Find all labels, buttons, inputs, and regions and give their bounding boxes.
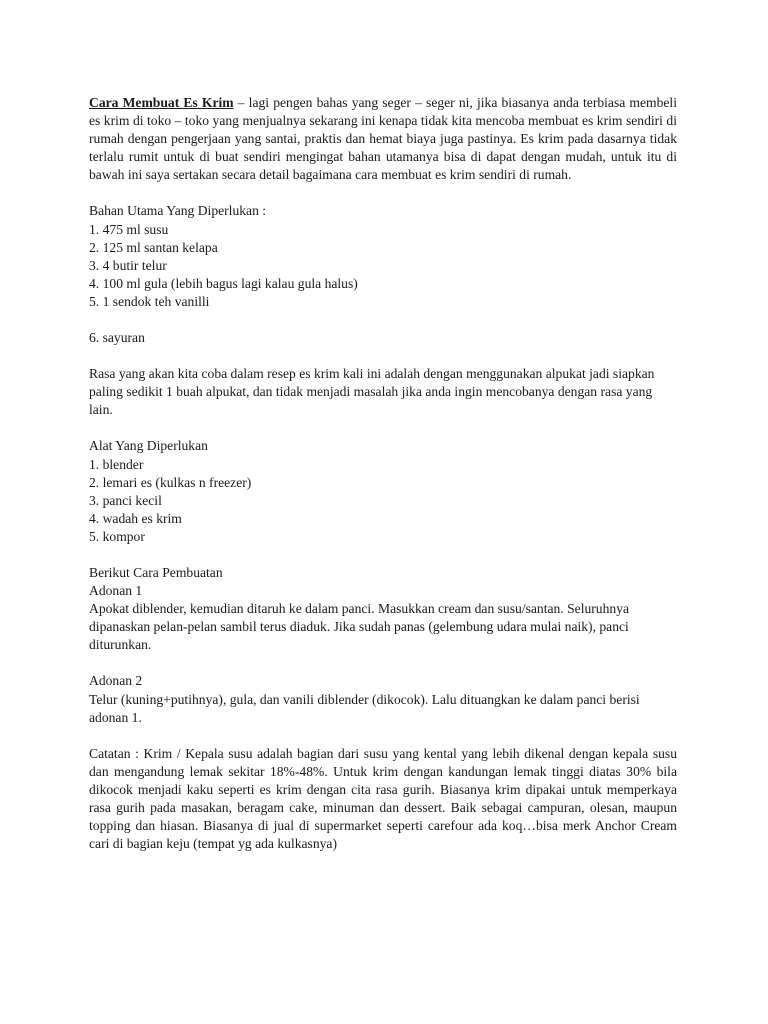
spacer [89, 546, 677, 564]
catatan-paragraph: Catatan : Krim / Kepala susu adalah bagian dari susu yang kental yang lebih dikenal dengan kepala susu dan mengandung lemak sekitar 18%-48%. Untuk krim dengan kandungan lemak tinggi diatas 30% bila dikocok menjadi kaku seperti es krim dengan cita rasa gurih. Biasanya krim dipakai untuk memperkaya rasa gurih pada masakan, beragam cake, minuman dan dessert. Baik sebagai campuran, olesan, maupun topping dan hiasan. Biasanya di jual di supermarket seperti carefour ada koq…bisa merk Anchor Cream cari di bagian keju (tempat yg ada kulkasnya) [89, 745, 677, 852]
bahan-item: 2. 125 ml santan kelapa [89, 239, 218, 255]
bahan-heading: Bahan Utama Yang Diperlukan : [89, 203, 267, 219]
alat-list [89, 456, 677, 546]
bahan-item: 5. 1 sendok teh vanilli [89, 293, 210, 309]
alat-item: 4. wadah es krim [89, 510, 182, 526]
bahan-list [89, 221, 677, 311]
intro-text: – lagi pengen bahas yang seger – seger ni, jika biasanya anda terbiasa membeli es krim di toko – toko yang menjualnya sekarang ini kenapa tidak kita mencoba membuat es krim sendiri di rumah dengan pengerjaan yang santai, praktis dan hemat biaya juga pastinya. Es krim pada dasarnya tidak terlalu rumit untuk di buat sendiri mengingat bahan utamanya bisa di dapat dengan mudah, untuk itu di bawah ini saya sertakan secara detail bagaimana cara membuat es krim sendiri di rumah. [89, 95, 677, 183]
spacer [89, 311, 677, 329]
alat-item: 1. blender [89, 456, 144, 472]
bahan-item: 4. 100 ml gula (lebih bagus lagi kalau gula halus) [89, 275, 358, 291]
adonan2-paragraph: Telur (kuning+putihnya), gula, dan vanili diblender (dikocok). Lalu dituangkan ke dalam panci berisi adonan 1. [89, 691, 640, 725]
bahan-item: 3. 4 butir telur [89, 257, 167, 273]
alat-item: 3. panci kecil [89, 492, 162, 508]
bahan-extra-item: 6. sayuran [89, 330, 145, 346]
alat-item: 5. kompor [89, 528, 145, 544]
adonan2-heading: Adonan 2 [89, 673, 143, 689]
adonan1-heading: Adonan 1 [89, 583, 143, 599]
spacer [89, 347, 677, 365]
spacer [89, 654, 677, 672]
spacer [89, 419, 677, 437]
adonan1-paragraph: Apokat diblender, kemudian ditaruh ke dalam panci. Masukkan cream dan susu/santan. Seluruhnya dipanaskan pelan-pelan sambil terus diaduk. Jika sudah panas (gelembung udara mulai naik), panci diturunkan. [89, 601, 630, 653]
document-page [89, 94, 677, 853]
alat-item: 2. lemari es (kulkas n freezer) [89, 474, 252, 490]
pembuatan-heading: Berikut Cara Pembuatan [89, 564, 223, 580]
spacer [89, 184, 677, 202]
rasa-paragraph: Rasa yang akan kita coba dalam resep es krim kali ini adalah dengan menggunakan alpukat jadi siapkan paling sedikit 1 buah alpukat, dan tidak menjadi masalah jika anda ingin mencobanya dengan rasa yang lain. [89, 366, 655, 418]
alat-heading: Alat Yang Diperlukan [89, 438, 208, 454]
intro-paragraph [89, 94, 677, 184]
article-title-link[interactable]: Cara Membuat Es Krim [89, 95, 234, 110]
spacer [89, 727, 677, 745]
bahan-item: 1. 475 ml susu [89, 221, 169, 237]
